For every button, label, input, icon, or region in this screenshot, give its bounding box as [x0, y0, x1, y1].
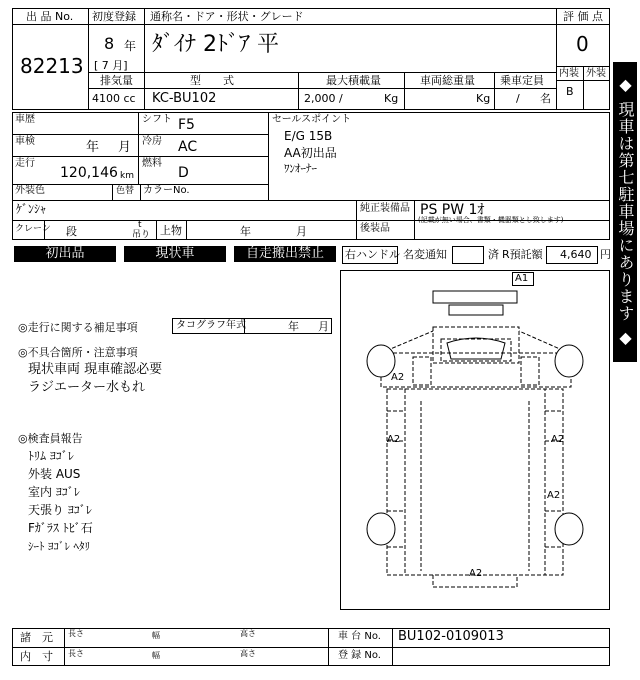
displacement-label: 排気量: [100, 74, 133, 87]
capacity-sep: /: [516, 92, 520, 105]
reg-label: 初度登録: [92, 10, 136, 23]
truck-diagram: [340, 270, 610, 610]
max-load-unit: Kg: [384, 92, 399, 105]
aftermarket-label: 後装品: [360, 223, 390, 234]
interior-label: 内装: [559, 68, 579, 79]
inspector-title: ◎検査員報告: [18, 432, 83, 445]
badge-first-listing: 初出品: [14, 246, 116, 262]
lift-label: 上物: [160, 224, 182, 237]
inspector-line: 天張り ﾖｺﾞﾚ: [28, 503, 92, 517]
max-load-label: 最大積載量: [326, 74, 381, 87]
spec-label: 諸 元: [20, 631, 53, 644]
aftermarket-note: (記載が無い場合、書類・機器類とし致します): [418, 216, 564, 224]
model-code-label: 型 式: [190, 74, 234, 87]
inspector-line: ｼｰﾄ ﾖｺﾞﾚ ﾍﾀﾘ: [28, 540, 90, 553]
reg-year-unit: 年: [124, 39, 137, 53]
fuel-label: 燃料: [142, 158, 162, 169]
displacement-value: 4100 cc: [92, 92, 136, 105]
crane-suspend: 吊り: [132, 230, 151, 240]
max-load-value: 2,000 /: [304, 92, 343, 105]
inspection-year: 年: [86, 140, 100, 155]
recycle-unit: 円: [600, 248, 611, 261]
shift-label: シフト: [142, 114, 172, 125]
reg-month: [ 7 月]: [94, 59, 128, 72]
reg-no-label: 登 録 No.: [338, 650, 381, 661]
mileage-value: 120,146: [60, 165, 118, 181]
equipment-value: PS PW 1ｵ: [420, 202, 485, 218]
color-code-label: カラーNo.: [143, 185, 190, 196]
dims-label: 内 寸: [20, 650, 53, 663]
ac-value: AC: [178, 139, 198, 155]
length-label: 長さ: [68, 649, 84, 658]
defect-title: ◎不具合箇所・注意事項: [18, 346, 138, 359]
height-label: 高さ: [240, 629, 256, 638]
name-change-box: [452, 246, 484, 264]
badge-as-is: 現状車: [124, 246, 226, 262]
mileage-label: 走行: [15, 158, 35, 169]
height-label: 高さ: [240, 649, 256, 658]
damage-mark-a2: A2: [387, 434, 401, 445]
model-code-value: KC-BU102: [152, 91, 217, 106]
sales-point-label: セールスポイント: [272, 114, 352, 125]
sales-point-line: E/G 15B: [284, 129, 333, 143]
exterior-label: 外装: [586, 68, 606, 79]
gross-weight-label: 車両総重量: [420, 74, 475, 87]
reg-year: 8: [104, 34, 115, 53]
color-value: ｹﾞﾝｼｬ: [16, 202, 47, 216]
tacho-year: 年: [288, 320, 299, 333]
lift-month: 月: [296, 225, 307, 238]
sales-point-line: ﾜﾝｵｰﾅｰ: [284, 162, 317, 175]
chassis-number: BU102-0109013: [398, 629, 504, 644]
inspector-line: 室内 ﾖｺﾞﾚ: [28, 485, 80, 499]
history-label: 車歴: [15, 114, 35, 125]
damage-mark-a2: A2: [391, 372, 405, 383]
inspection-label: 車検: [15, 136, 35, 147]
crane-ton: t: [138, 220, 142, 230]
inspector-line: 外装 AUS: [28, 467, 81, 481]
recycle-label: R預託額: [502, 248, 543, 261]
equipment-label: 純正装備品: [360, 203, 410, 214]
truck-outline: [341, 271, 609, 609]
damage-mark-a2: A2: [469, 568, 483, 579]
damage-mark-a2: A2: [551, 434, 565, 445]
steering-side: 右ハンドル: [345, 248, 400, 261]
lot-label: 出 品 No.: [26, 10, 74, 23]
drive-notes-title: ◎走行に関する補足事項: [18, 321, 138, 334]
tacho-label: タコグラフ年式: [176, 320, 246, 331]
crane-label: クレーン: [15, 224, 51, 234]
shift-value: F5: [178, 117, 195, 133]
recycle-prefix: 済: [488, 248, 499, 261]
sales-point-line: AA初出品: [284, 146, 337, 160]
mileage-unit: km: [120, 171, 134, 181]
crane-stage: 段: [66, 225, 77, 238]
chassis-label: 車 台 No.: [338, 631, 381, 642]
model-name: ﾀﾞｲﾅ 2ﾄﾞｱ 平: [152, 32, 279, 57]
color-no-label: 色替: [116, 186, 135, 196]
inspector-line: Fｶﾞﾗｽ ﾄﾋﾞ石: [28, 521, 93, 535]
lift-year: 年: [240, 225, 251, 238]
inspector-line: ﾄﾘﾑ ﾖｺﾞﾚ: [28, 449, 74, 463]
width-label: 幅: [152, 651, 160, 660]
name-change-label: 名変通知: [403, 248, 447, 261]
fuel-value: D: [178, 165, 189, 181]
damage-mark-a1: A1: [515, 273, 529, 284]
inspection-month: 月: [118, 140, 132, 155]
color-label: 外装色: [15, 185, 45, 196]
capacity-unit: 名: [540, 92, 551, 105]
defect-line: 現状車両 現車確認必要: [28, 362, 163, 377]
damage-mark-a2: A2: [547, 490, 561, 501]
model-label: 通称名・ドア・形状・グレード: [150, 10, 304, 23]
score-value: 0: [576, 32, 589, 56]
ac-label: 冷房: [142, 136, 162, 147]
capacity-label: 乗車定員: [500, 74, 544, 87]
length-label: 長さ: [68, 629, 84, 638]
side-note: ◆ 現車は第七駐車場にあります ◆: [613, 62, 637, 362]
score-label: 評 価 点: [563, 10, 603, 23]
interior-grade: B: [566, 85, 574, 98]
lot-number: 82213: [20, 54, 84, 78]
recycle-amount: 4,640: [560, 248, 592, 261]
tacho-month: 月: [318, 320, 329, 333]
width-label: 幅: [152, 631, 160, 640]
defect-line: ラジエーター水もれ: [28, 380, 146, 395]
gross-weight-unit: Kg: [476, 92, 491, 105]
badge-no-self-drive: 自走搬出禁止: [234, 246, 336, 262]
